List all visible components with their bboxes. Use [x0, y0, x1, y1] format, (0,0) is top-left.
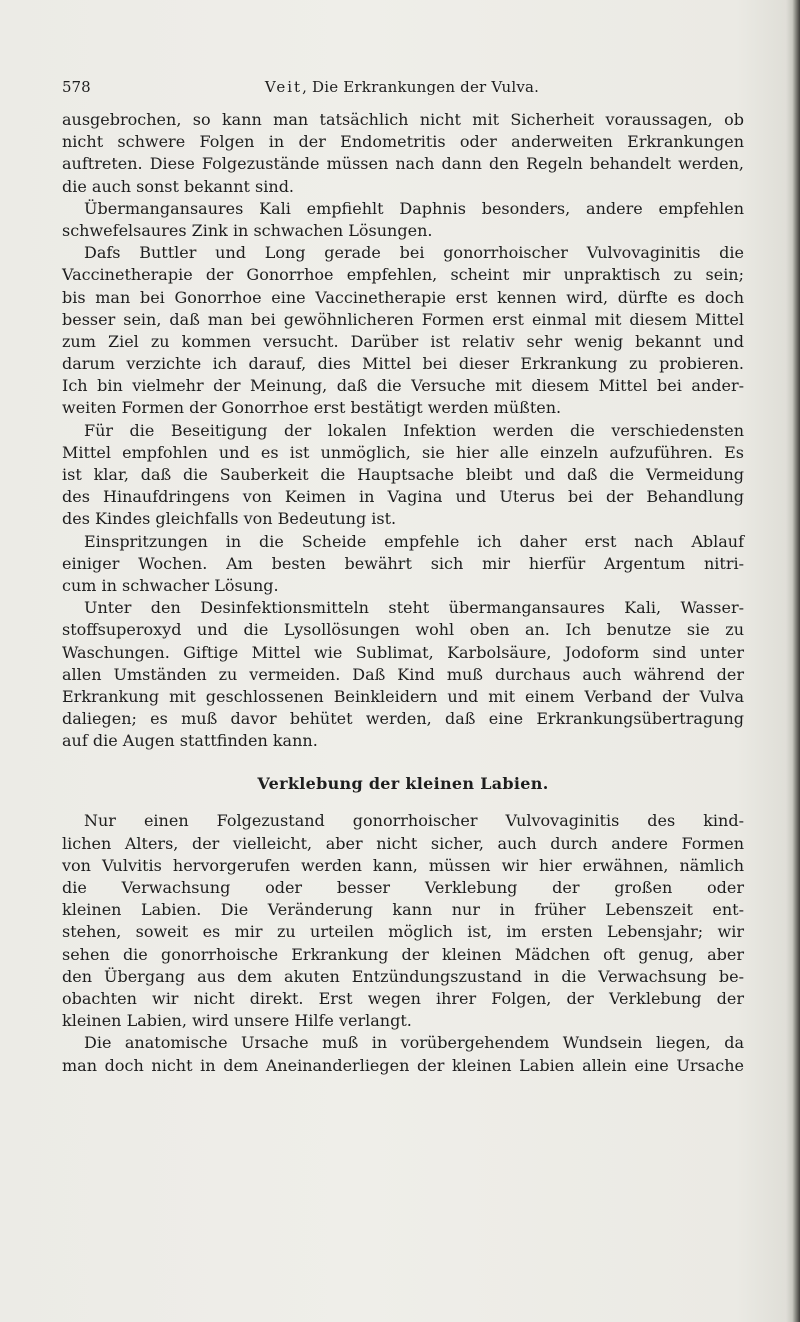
- text-line: Vaccinetherapie der Gonorrhoe empfehlen, scheint mir unpraktisch zu sein;: [62, 265, 744, 285]
- text-line: einiger Wochen. Am besten bewährt sich mir hierfür Argentum nitri-: [62, 553, 744, 573]
- text-line: des Hinaufdringens von Keimen in Vagina und Uterus bei der Behandlung: [62, 487, 744, 507]
- text-line: Einspritzungen in die Scheide empfehle ich daher erst nach Ablauf: [84, 531, 744, 551]
- running-head-title: , Die Erkrankungen der Vulva.: [302, 78, 540, 96]
- text-line: sehen die gonorrhoische Erkrankung der kleinen Mädchen oft genug, aber: [62, 944, 744, 964]
- text-line: kleinen Labien. Die Veränderung kann nur in früher Lebenszeit ent-: [62, 900, 744, 920]
- text-line: Ich bin vielmehr der Meinung, daß die Versuche mit diesem Mittel bei ander-: [62, 376, 744, 396]
- text-line: ist klar, daß die Sauberkeit die Hauptsache bleibt und daß die Vermeidung: [62, 465, 744, 484]
- text-line: daliegen; es muß davor behütet werden, daß eine Erkrankungsübertragung: [62, 709, 744, 729]
- section-heading: Verklebung der kleinen Labien.: [257, 774, 549, 794]
- text-line: von Vulvitis hervorgerufen werden kann, müssen wir hier erwähnen, nämlich: [62, 855, 744, 875]
- text-line: lichen Alters, der vielleicht, aber nicht sicher, auch durch andere Formen: [62, 833, 744, 853]
- text-line: bis man bei Gonorrhoe eine Vaccinetherapie erst kennen wird, dürfte es doch: [62, 287, 744, 307]
- text-line: Waschungen. Giftige Mittel wie Sublimat, Karbolsäure, Jodoform sind unter: [62, 642, 744, 662]
- page-edge-shadow: [786, 0, 800, 1322]
- text-line: den Übergang aus dem akuten Entzündungszustand in die Verwachsung be-: [62, 966, 744, 986]
- spacer: [62, 796, 744, 810]
- text-line: Dafs Buttler und Long gerade bei gonorrhoischer Vulvovaginitis die: [84, 243, 744, 263]
- spacer: [62, 752, 744, 772]
- text-block-1: [62, 109, 744, 752]
- text-line: nicht schwere Folgen in der Endometritis oder anderweiten Erkrankungen: [62, 132, 744, 152]
- text-line: Übermangansaures Kali empfiehlt Daphnis besonders, andere empfehlen: [84, 198, 744, 218]
- page-number: 578: [62, 78, 91, 96]
- text-line: die Verwachsung oder besser Verklebung der großen oder: [62, 878, 744, 897]
- text-line: man doch nicht in dem Aneinanderliegen der kleinen Labien allein eine Ursache: [62, 1055, 744, 1075]
- text-line: cum in schwacher Lösung.: [62, 575, 279, 595]
- text-line: auftreten. Diese Folgezustände müssen nach dann den Regeln behandelt werden,: [62, 154, 744, 174]
- text-line: zum Ziel zu kommen versucht. Darüber ist relativ sehr wenig bekannt und: [62, 331, 744, 351]
- running-head: [62, 78, 742, 96]
- text-line: weiten Formen der Gonorrhoe erst bestätigt werden müßten.: [62, 398, 562, 418]
- text-line: Die anatomische Ursache muß in vorübergehendem Wundsein liegen, da: [84, 1033, 744, 1053]
- text-line: kleinen Labien, wird unsere Hilfe verlangt.: [62, 1011, 412, 1031]
- text-line: Mittel empfohlen und es ist unmöglich, sie hier alle einzeln aufzuführen. Es: [62, 442, 744, 462]
- body-text: [62, 109, 744, 1077]
- text-line: obachten wir nicht direkt. Erst wegen ihrer Folgen, der Verklebung der: [62, 988, 744, 1008]
- text-line: schwefelsaures Zink in schwachen Lösungen.: [62, 220, 433, 240]
- page-header: [62, 78, 742, 100]
- running-head-author: Veit: [264, 78, 303, 96]
- text-line: allen Umständen zu vermeiden. Daß Kind muß durchaus auch während der: [62, 664, 744, 684]
- text-line: Nur einen Folgezustand gonorrhoischer Vulvovaginitis des kind-: [84, 811, 744, 831]
- text-line: stehen, soweit es mir zu urteilen möglich ist, im ersten Lebensjahr; wir: [62, 922, 744, 942]
- text-line: auf die Augen stattfinden kann.: [62, 731, 318, 751]
- text-line: die auch sonst bekannt sind.: [62, 176, 295, 196]
- text-line: besser sein, daß man bei gewöhnlicheren Formen erst einmal mit diesem Mittel: [62, 309, 744, 329]
- text-line: Unter den Desinfektionsmitteln steht übermangansaures Kali, Wasser-: [84, 598, 744, 618]
- text-line: darum verzichte ich darauf, dies Mittel bei dieser Erkrankung zu probieren.: [62, 354, 744, 374]
- text-line: des Kindes gleichfalls von Bedeutung ist.: [62, 509, 397, 529]
- text-line: ausgebrochen, so kann man tatsächlich nicht mit Sicherheit voraussagen, ob: [62, 110, 744, 129]
- text-line: stoffsuperoxyd und die Lysollösungen wohl oben an. Ich benutze sie zu: [62, 620, 744, 640]
- text-line: Für die Beseitigung der lokalen Infektion werden die verschiedensten: [84, 420, 744, 440]
- text-block-2: [62, 810, 744, 1076]
- text-line: Erkrankung mit geschlossenen Beinkleidern und mit einem Verband der Vulva: [62, 686, 744, 706]
